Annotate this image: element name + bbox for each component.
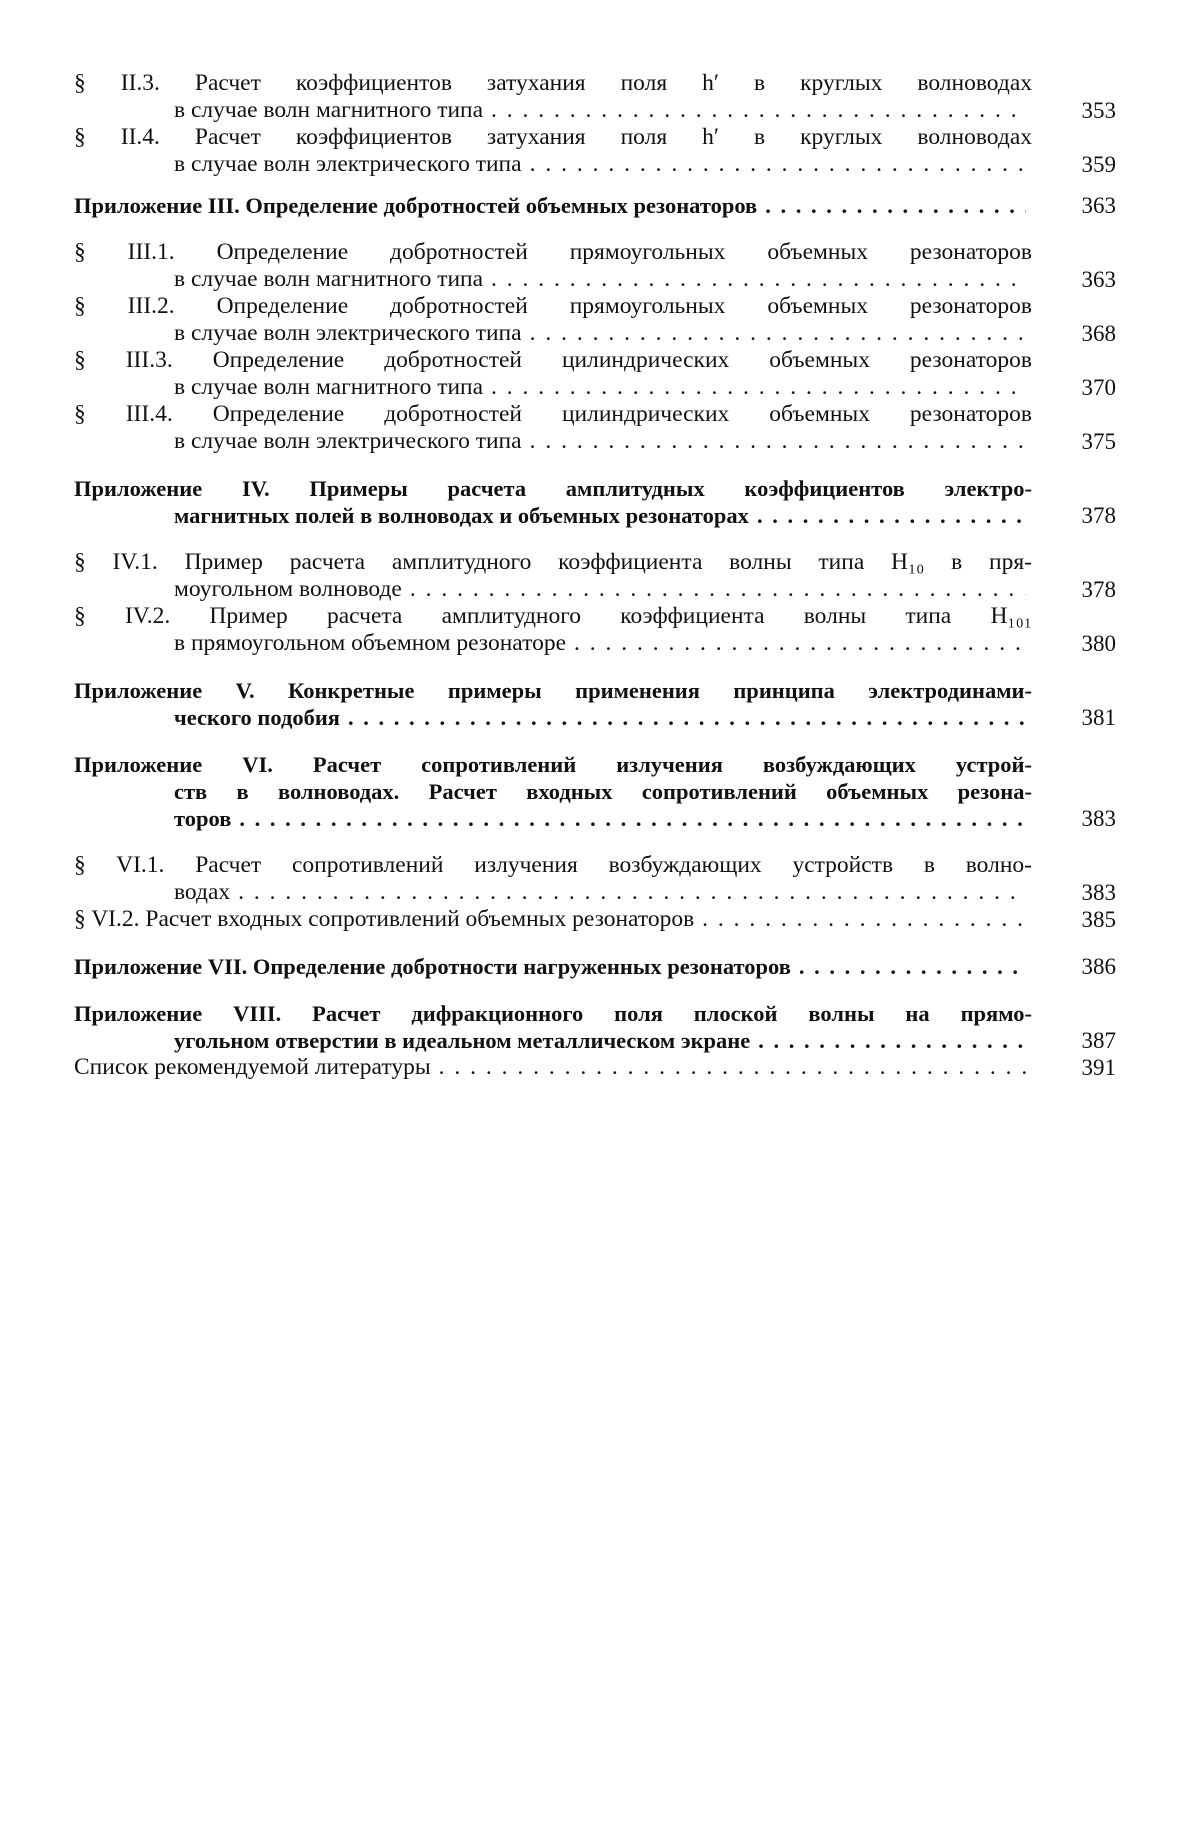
toc-entry-iv-1 <box>74 549 1116 603</box>
toc-entry-line: Приложение IV. Примеры расчета амплитудных коэффициентов электро- <box>74 476 1032 501</box>
page-number: 363 <box>1081 267 1116 292</box>
leader-dots <box>574 630 1026 657</box>
leader-dots <box>239 805 1026 832</box>
page-number: 380 <box>1081 631 1116 656</box>
leader-dots <box>530 320 1026 347</box>
toc-entry-text: в случае волн электрического типа <box>174 428 522 454</box>
table-of-contents <box>74 70 1116 1081</box>
leader-dots <box>758 1027 1026 1054</box>
leader-dots <box>757 502 1026 529</box>
page-number: 375 <box>1081 429 1116 454</box>
toc-entry-text: в случае волн магнитного типа <box>174 374 484 400</box>
toc-entry-text: магнитных полей в волноводах и объемных резонаторах <box>174 503 749 528</box>
leader-dots <box>491 266 1026 293</box>
toc-entry-line: § IV.2. Пример расчета амплитудного коэффициента волны типа H₁₀₁ <box>74 603 1032 629</box>
page-number: 363 <box>1081 193 1116 218</box>
leader-dots <box>410 576 1026 603</box>
page-number: 383 <box>1081 806 1116 831</box>
toc-entry-line: § II.3. Расчет коэффициентов затухания поля h′ в круглых волноводах <box>74 70 1032 96</box>
toc-entry-text: водах <box>174 879 231 905</box>
toc-entry-appendix-v <box>74 677 1116 731</box>
page-number: 368 <box>1081 321 1116 346</box>
leader-dots <box>530 428 1026 455</box>
toc-entry-iii-4 <box>74 401 1116 455</box>
leader-dots <box>530 151 1026 178</box>
toc-entry-line: Приложение VI. Расчет сопротивлений излучения возбуждающих устрой- <box>74 752 1032 777</box>
page-number: 387 <box>1081 1028 1116 1053</box>
toc-entry-line: § III.4. Определение добротностей цилиндрических объемных резонаторов <box>74 401 1032 427</box>
toc-entry-line: Приложение V. Конкретные примеры применения принципа электродинами- <box>74 678 1032 703</box>
toc-entry-iv-2 <box>74 603 1116 657</box>
toc-entry-appendix-viii <box>74 1000 1116 1054</box>
toc-entry-line: § II.4. Расчет коэффициентов затухания поля h′ в круглых волноводах <box>74 124 1032 150</box>
toc-entry-text: Приложение VII. Определение добротности нагруженных резонаторов <box>74 954 791 979</box>
toc-entry-line: § IV.1. Пример расчета амплитудного коэффициента волны типа H₁₀ в пря- <box>74 549 1032 575</box>
toc-entry-text: ческого подобия <box>174 705 340 730</box>
toc-entry-text: в случае волн магнитного типа <box>174 97 484 123</box>
toc-entry-line: Приложение VIII. Расчет дифракционного поля плоской волны на прямо- <box>74 1001 1032 1026</box>
toc-entry-text: моугольном волноводе <box>174 576 402 602</box>
toc-entry-iii-3 <box>74 347 1116 401</box>
toc-entry-text: § VI.2. Расчет входных сопротивлений объемных резонаторов <box>74 906 695 932</box>
toc-entry-appendix-iv <box>74 475 1116 529</box>
toc-entry-text: в случае волн электрического типа <box>174 151 522 177</box>
toc-entry-iii-2 <box>74 293 1116 347</box>
toc-entry-ii-3 <box>74 70 1116 124</box>
toc-entry-iii-1 <box>74 239 1116 293</box>
toc-entry-text: угольном отверстии в идеальном металлическом экране <box>174 1028 751 1053</box>
leader-dots <box>439 1054 1026 1081</box>
toc-entry-appendix-iii <box>74 192 1116 219</box>
leader-dots <box>765 192 1026 219</box>
toc-entry-ii-4 <box>74 124 1116 178</box>
toc-entry-line: § III.3. Определение добротностей цилиндрических объемных резонаторов <box>74 347 1032 373</box>
page-number: 386 <box>1081 954 1116 979</box>
page-number: 383 <box>1081 880 1116 905</box>
leader-dots <box>702 906 1026 933</box>
leader-dots <box>491 97 1026 124</box>
toc-entry-vi-2 <box>74 906 1116 933</box>
page-number: 370 <box>1081 375 1116 400</box>
page-number: 359 <box>1081 152 1116 177</box>
page-number: 391 <box>1081 1055 1116 1080</box>
leader-dots <box>491 374 1026 401</box>
toc-entry-line: § III.2. Определение добротностей прямоугольных объемных резонаторов <box>74 293 1032 319</box>
leader-dots <box>799 953 1026 980</box>
toc-entry-text: в случае волн магнитного типа <box>174 266 484 292</box>
toc-entry-appendix-vi <box>74 751 1116 832</box>
page-number: 353 <box>1081 98 1116 123</box>
toc-entry-literature <box>74 1054 1116 1081</box>
toc-entry-text: Приложение III. Определение добротностей объемных резонаторов <box>74 193 758 218</box>
toc-entry-vi-1 <box>74 852 1116 906</box>
toc-entry-text: торов <box>174 806 232 831</box>
page-number: 385 <box>1081 907 1116 932</box>
toc-entry-line: § VI.1. Расчет сопротивлений излучения возбуждающих устройств в волно- <box>74 852 1032 878</box>
page-number: 378 <box>1081 503 1116 528</box>
leader-dots <box>238 879 1026 906</box>
toc-entry-text: Список рекомендуемой литературы <box>74 1054 431 1080</box>
page-number: 378 <box>1081 577 1116 602</box>
toc-entry-line: ств в волноводах. Расчет входных сопротивлений объемных резона- <box>174 779 1032 804</box>
toc-entry-text: в случае волн электрического типа <box>174 320 522 346</box>
leader-dots <box>348 704 1026 731</box>
toc-entry-text: в прямоугольном объемном резонаторе <box>174 630 566 656</box>
page-number: 381 <box>1081 705 1116 730</box>
toc-entry-line: § III.1. Определение добротностей прямоугольных объемных резонаторов <box>74 239 1032 265</box>
toc-entry-appendix-vii <box>74 953 1116 980</box>
